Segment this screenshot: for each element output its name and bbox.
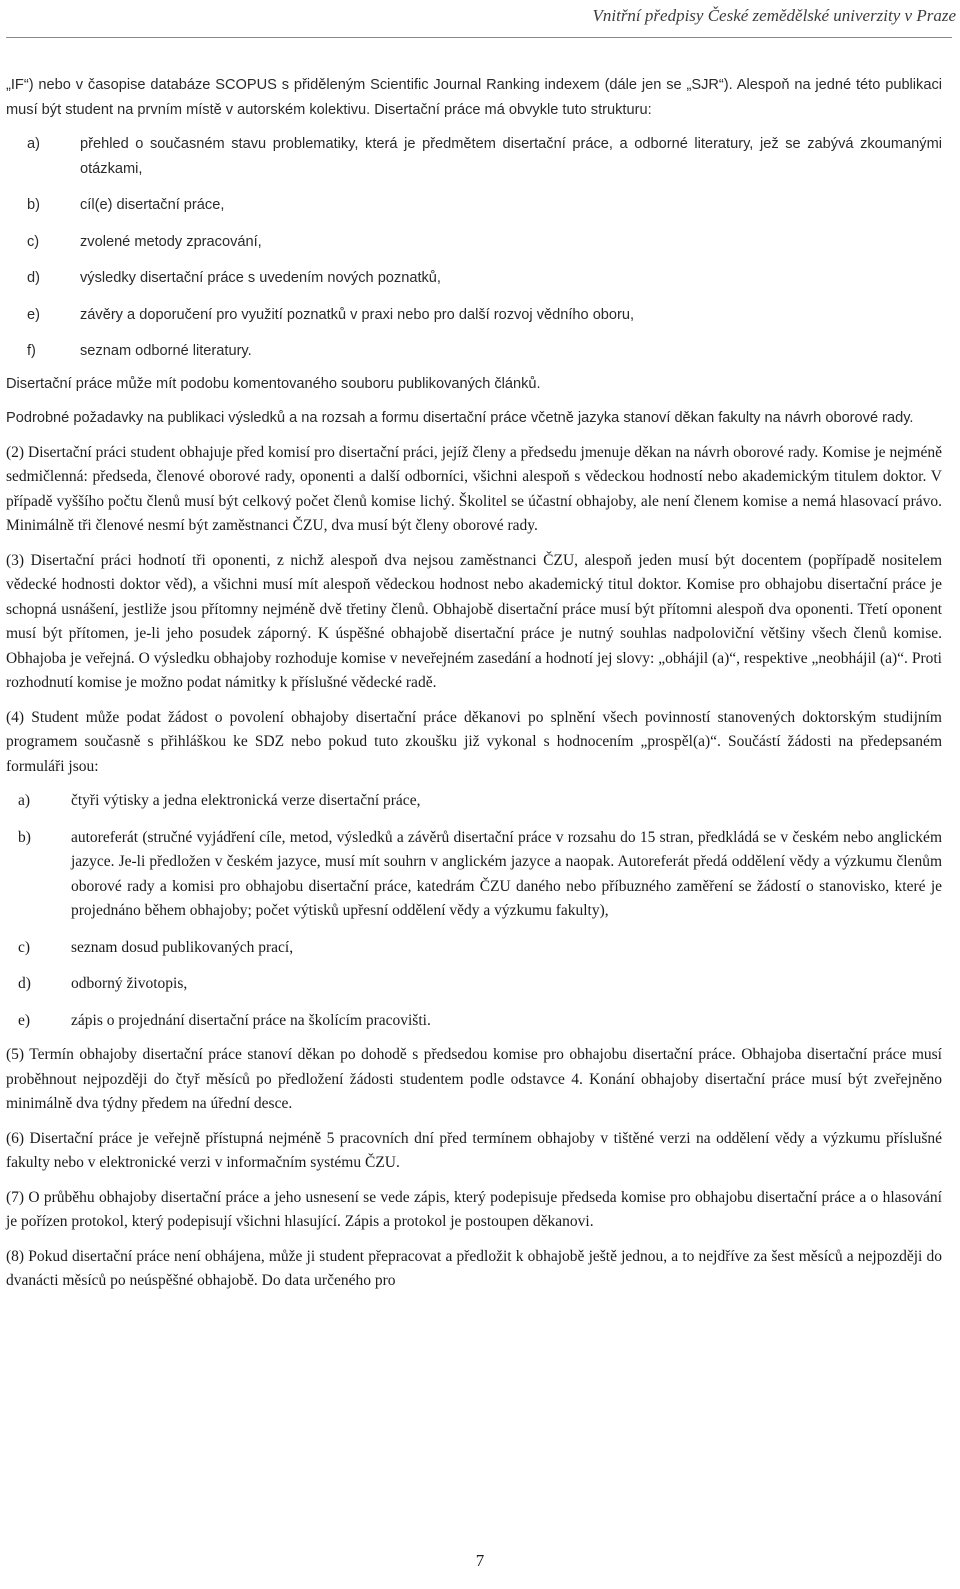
paragraph-8: (8) Pokud disertační práce není obhájena, může ji student přepracovat a předložit k obhajobě ještě jednou, a to nejdříve za šest měsíců a nejpozději do dvanácti měsíců po neúspěšné obhajobě. Do data určeného pro xyxy=(6,1247,942,1289)
list-item xyxy=(6,339,942,364)
list-marker: d) xyxy=(27,270,40,286)
list-item xyxy=(6,132,942,181)
commented-paragraph: Disertační práce může mít podobu komentovaného souboru publikovaných článků. xyxy=(6,375,541,392)
list-item xyxy=(6,193,942,218)
paragraph-7: (7) O průběhu obhajoby disertační práce a jeho usnesení se vede zápis, který podepisuje předseda komise pro obhajobu disertační práce a o hlasování je pořízen protokol, který podepisují všichni hlasující. Zápis a protokol je postoupen děkanovi. xyxy=(6,1188,942,1230)
page-content xyxy=(6,73,942,1294)
list-item-text: čtyři výtisky a jedna elektronická verze disertační práce, xyxy=(71,792,421,809)
list-marker: a) xyxy=(27,136,40,152)
list-item xyxy=(6,789,942,814)
page-number: 7 xyxy=(475,1551,485,1570)
list-item-text: odborný životopis, xyxy=(71,975,188,992)
list-item-text: závěry a doporučení pro využití poznatků v praxi nebo pro další rozvoj vědního oboru, xyxy=(80,306,635,323)
list-item-text: seznam dosud publikovaných prací, xyxy=(71,938,294,956)
intro-paragraph: „IF“) nebo v časopise databáze SCOPUS s přiděleným Scientific Journal Ranking indexem (dále jen se „SJR“). Alespoň na jedné této publikaci musí být student na prvním místě v autorském kolektivu. Disertační práce má obvykle tuto strukturu: xyxy=(6,77,942,118)
list-item-text: výsledky disertační práce s uvedením nových poznatků, xyxy=(80,270,441,286)
paragraph-2: (2) Disertační práci student obhajuje před komisí pro disertační práci, jejíž členy a předsedu jmenuje děkan na návrh oborové rady. Komise je nejméně sedmičlenná: předseda, členové oborové rady, oponenti a další odborníci, všichni alespoň s vědeckou hodností nebo akademickým titulem doktor. V případě vyššího počtu členů musí být celkový počet členů komise lichý. Školitel se účastní obhajoby, ale není členem komise a nemá hlasovací právo. Minimálně tři členové nesmí být zaměstnanci ČZU, dva musí být členy oborové rady. xyxy=(6,443,942,534)
structure-list xyxy=(6,132,942,364)
paragraph-3: (3) Disertační práci hodnotí tři oponenti, z nichž alespoň dva nejsou zaměstnanci ČZU, alespoň jeden musí být docentem (popřípadě nositelem vědecké hodnosti doktor věd), a všichni musí mít alespoň vědeckou hodnost nebo akademický titul doktor. Komise pro obhajobu disertační práce je schopná usnášení, jestliže jsou přítomny nejméně dvě třetiny členů. Obhajobě disertační práce musí být přítomni alespoň dva oponenti. Třetí oponent musí být přítomen, je-li jeho posudek záporný. K úspěšné obhajobě disertační práce je nutný souhlas nadpoloviční většiny všech členů komise. Obhajoba je veřejná. O výsledku obhajoby rozhoduje komise v neveřejném zasedání a hodnotí jej slovy: „obhájil (a)“, respektive „neobhájil (a)“. Proti rozhodnutí komise je možno podat námitky k příslušné vědecké radě. xyxy=(6,551,942,691)
list-item-text: autoreferát (stručné vyjádření cíle, metod, výsledků a závěrů disertační práce v rozsahu do 15 stran, předkládá se v českém nebo anglickém jazyce. Je-li předložen v českém jazyce, musí mít souhrn v anglickém jazyce a naopak. Autoreferát předá oddělení vědy a výzkumu členům oborové rady a komisi pro obhajobu disertační práce, katedrám ČZU daného nebo příbuzného zaměření se žádostí o stanovisko, které je projednáno během obhajoby; počet výtisků upřesní oddělení vědy a výzkumu fakulty), xyxy=(71,828,942,919)
list-item xyxy=(6,303,942,328)
list-item xyxy=(6,972,942,997)
requirements-paragraph: Podrobné požadavky na publikaci výsledků a na rozsah a formu disertační práce včetně jazyka stanoví děkan fakulty na návrh oborové rady. xyxy=(6,410,914,426)
list-marker: c) xyxy=(27,233,40,250)
list-marker: e) xyxy=(18,1011,31,1029)
list-item xyxy=(6,266,942,291)
list-item-text: zvolené metody zpracování, xyxy=(80,233,262,250)
page-header: Vnitřní předpisy České zemědělské univerzity v Praze xyxy=(592,6,956,25)
list-item xyxy=(6,230,942,255)
paragraph-5: (5) Termín obhajoby disertační práce stanoví děkan po dohodě s předsedou komise pro obhajobu disertační práce. Obhajoba disertační práce musí proběhnout nejpozději do čtyř měsíců po předložení žádosti studentem podle odstavce 4. Konání obhajoby disertační práce musí být zveřejněno minimálně dva týdny předem na úřední desce. xyxy=(6,1046,942,1112)
paragraph-4: (4) Student může podat žádost o povolení obhajoby disertační práce děkanovi po splnění všech povinností stanovených doktorským studijním programem současně s přihláškou ke SDZ nebo pokud tuto zkoušku již vykonal s hodnocením „prospěl(a)“. Součástí žádosti na předepsaném formuláři jsou: xyxy=(6,708,942,775)
header-divider xyxy=(6,37,952,38)
list-marker: c) xyxy=(18,938,31,956)
list-marker: d) xyxy=(18,975,31,992)
list-item xyxy=(6,936,942,961)
list-marker: f) xyxy=(27,343,36,359)
list-item xyxy=(6,1009,942,1034)
list-item-text: zápis o projednání disertační práce na školícím pracovišti. xyxy=(71,1011,431,1029)
paragraph-6: (6) Disertační práce je veřejně přístupná nejméně 5 pracovních dní před termínem obhajoby v tištěné verzi na oddělení vědy a výzkumu příslušné fakulty nebo v elektronické verzi v informačním systému ČZU. xyxy=(6,1129,942,1171)
list-item-text: přehled o současném stavu problematiky, která je předmětem disertační práce, a odborné literatury, jež se zabývá zkoumanými otázkami, xyxy=(80,136,942,177)
application-list xyxy=(6,789,942,1033)
list-item-text: cíl(e) disertační práce, xyxy=(80,197,225,213)
list-marker: a) xyxy=(18,792,31,809)
list-item xyxy=(6,826,942,924)
list-marker: e) xyxy=(27,306,40,323)
list-marker: b) xyxy=(18,828,31,846)
list-marker: b) xyxy=(27,197,40,213)
list-item-text: seznam odborné literatury. xyxy=(80,343,252,359)
